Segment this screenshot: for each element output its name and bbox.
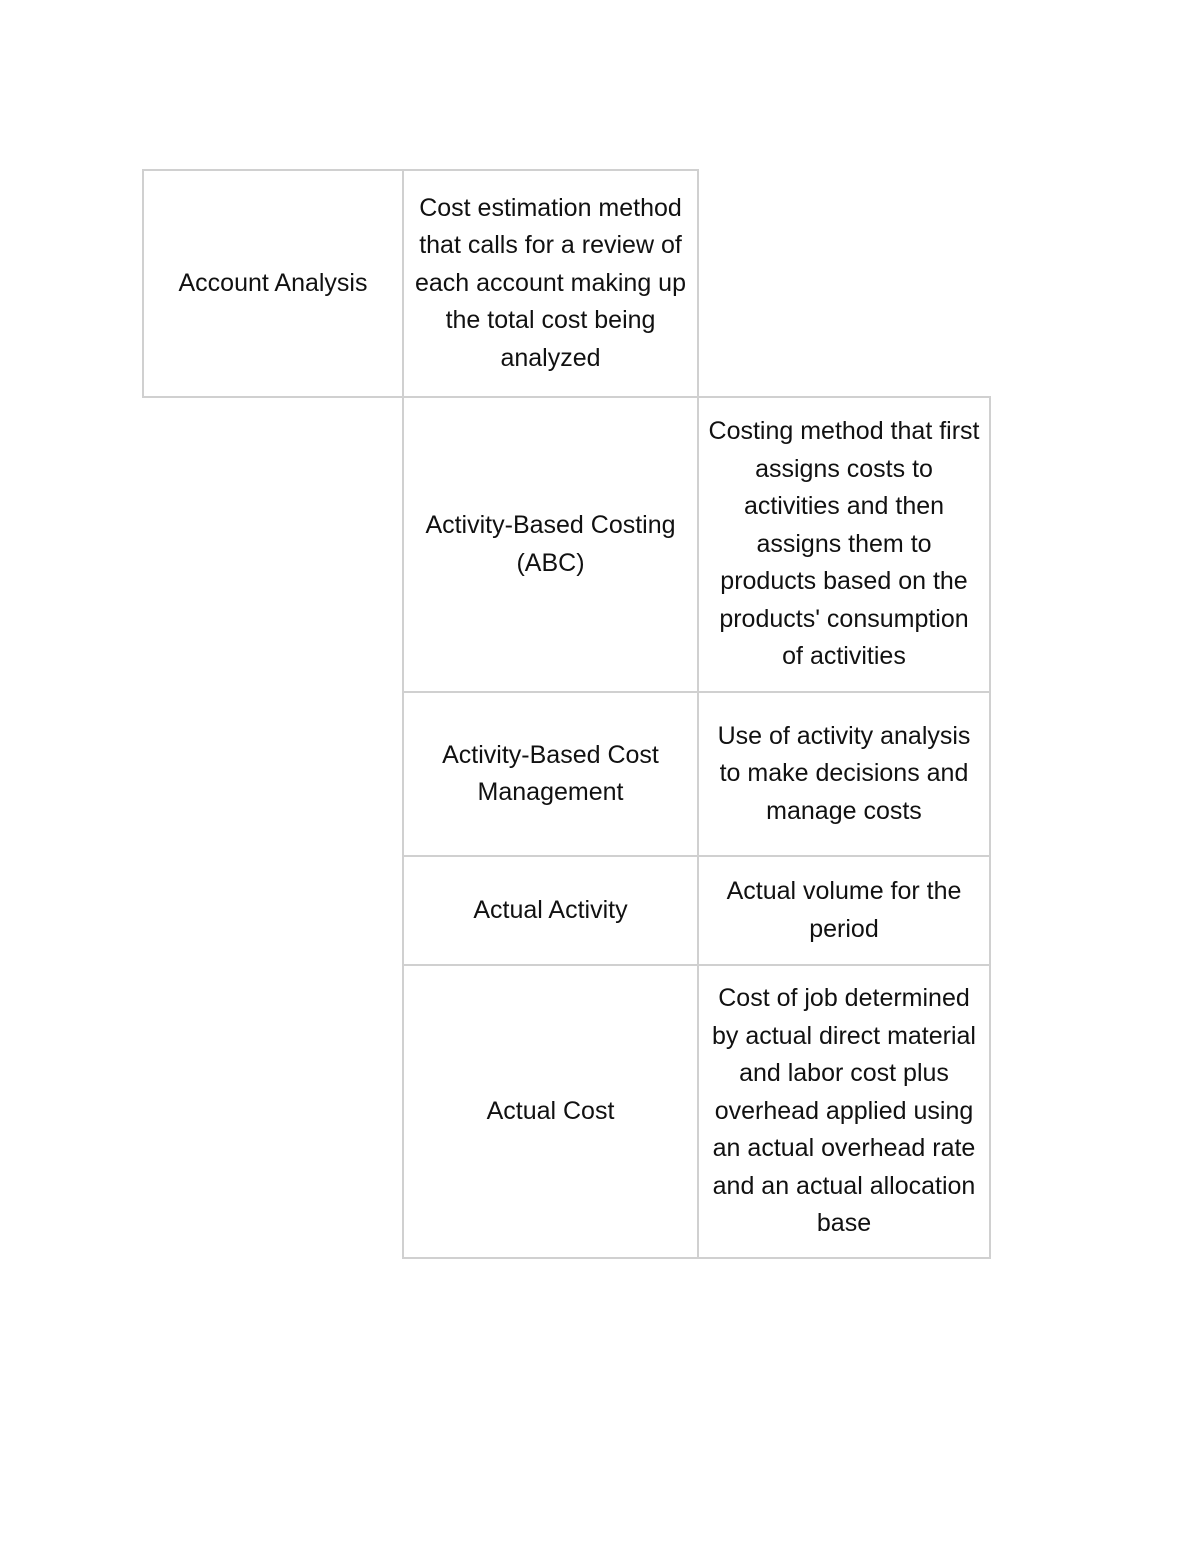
term-text: Account Analysis [178,268,368,297]
definition-cell-account-analysis [402,169,699,398]
definition-text: Actual volume for the period [726,877,962,943]
definition-text: Costing method that first assigns costs to activities and then assigns them to products based on the products' consumption of activities [708,417,980,671]
definition-cell-activity-based-costing [697,396,991,693]
term-cell-actual-activity [402,855,699,966]
term-cell-activity-based-costing [402,396,699,693]
definition-text: Cost of job determined by actual direct material and labor cost plus overhead applied using an actual overhead rate and an actual allocation base [711,984,976,1238]
definition-text: Cost estimation method that calls for a review of each account making up the total cost being analyzed [414,193,686,372]
term-text: Actual Activity [473,895,628,924]
term-cell-activity-based-cost-management [402,691,699,857]
term-text: Activity-Based Cost Management [442,740,659,806]
term-text: Actual Cost [486,1096,615,1125]
term-cell-account-analysis [142,169,404,398]
definition-cell-actual-cost [697,964,991,1259]
term-cell-actual-cost [402,964,699,1259]
definition-text: Use of activity analysis to make decisions and manage costs [717,721,971,825]
term-text: Activity-Based Costing (ABC) [425,511,676,577]
definition-cell-activity-based-cost-management [697,691,991,857]
definition-cell-actual-activity [697,855,991,966]
